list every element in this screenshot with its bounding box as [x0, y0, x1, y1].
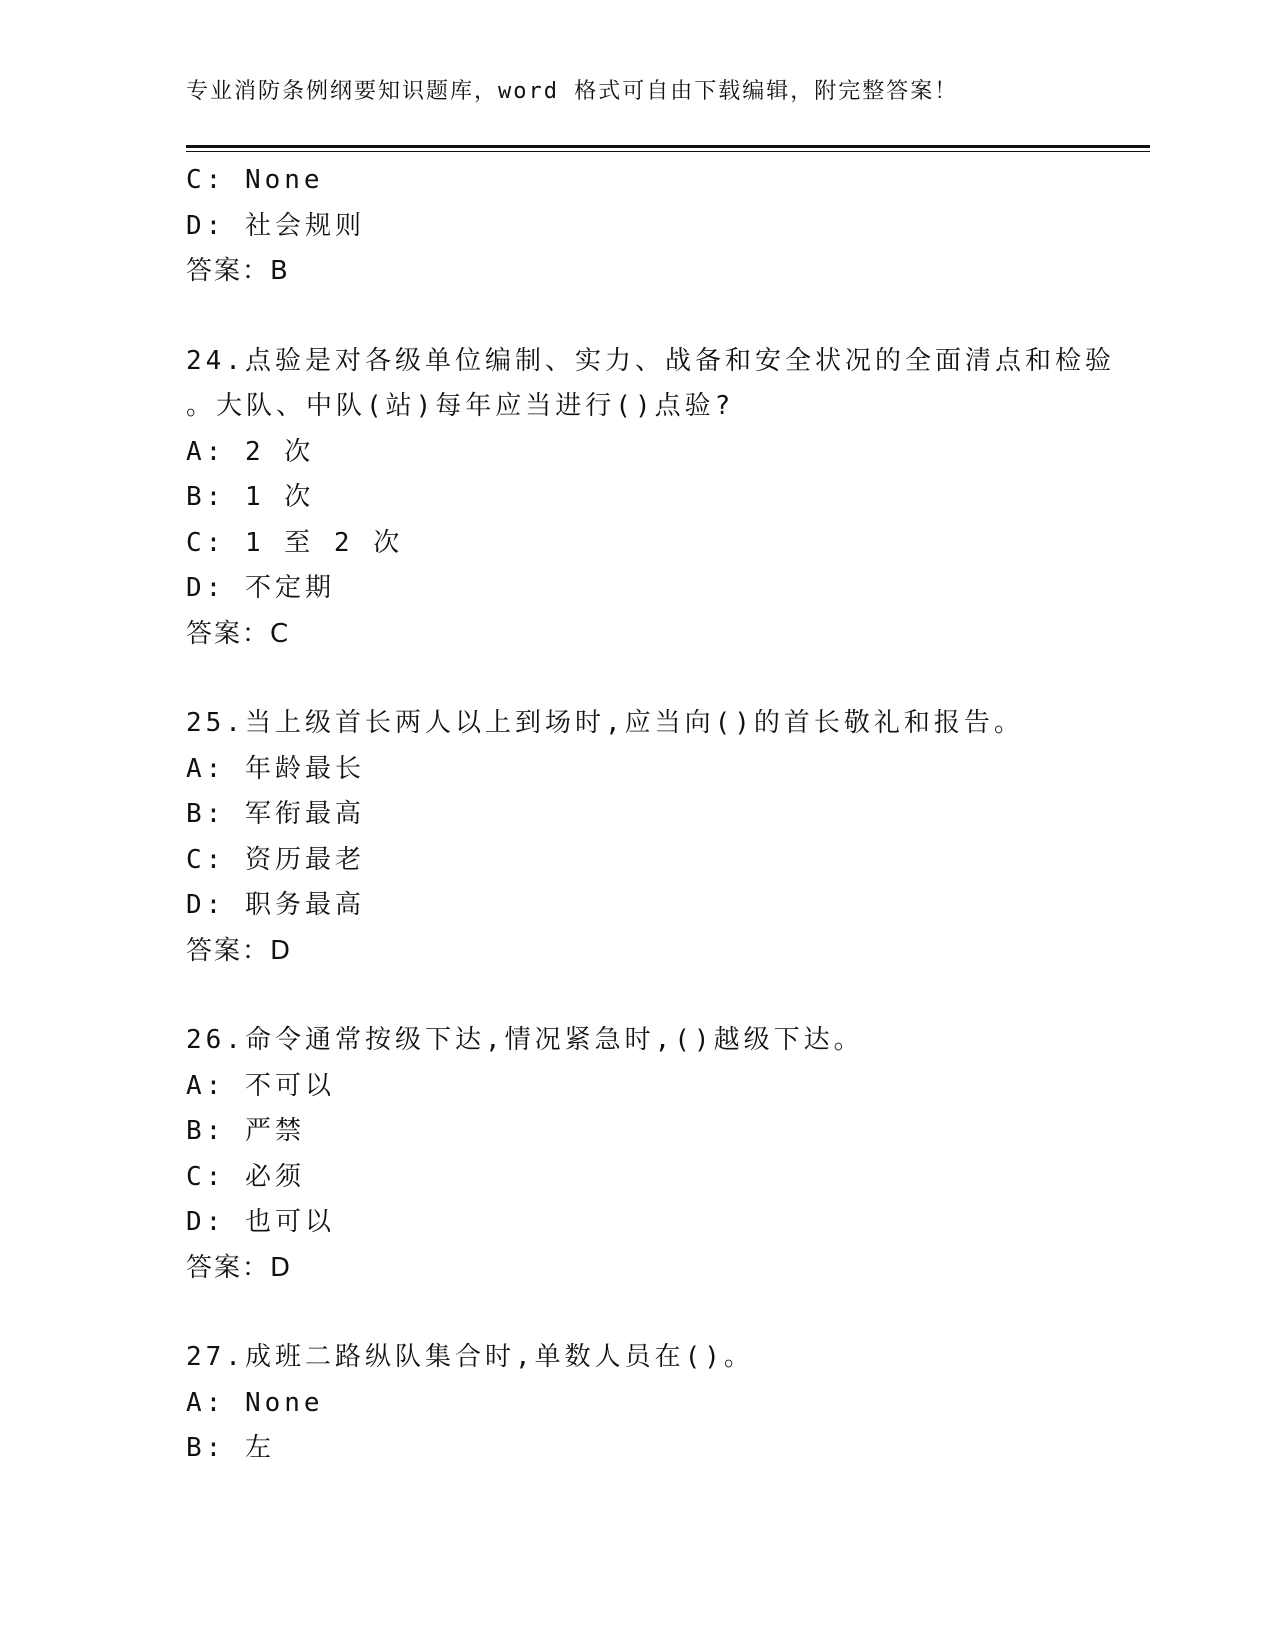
header-rule-thick — [186, 145, 1150, 148]
option-c: C: 必须 — [186, 1161, 305, 1192]
header-rule-thin — [186, 151, 1150, 152]
option-a: A: None — [186, 1387, 324, 1418]
option-a: A: 2 次 — [186, 436, 315, 467]
option-d: D: 不定期 — [186, 573, 335, 603]
option-d: D: 职务最高 — [186, 890, 365, 920]
option-b: B: 严禁 — [186, 1116, 305, 1146]
question-stem-continued: 。大队、中队(站)每年应当进行()点验? — [186, 391, 735, 421]
page-header: 专业消防条例纲要知识题库，word 格式可自由下载编辑，附完整答案！ — [186, 79, 959, 104]
question-stem: 27.成班二路纵队集合时,单数人员在()。 — [186, 1342, 754, 1372]
spacer — [186, 295, 1150, 339]
question-stem: 25.当上级首长两人以上到场时,应当向()的首长敬礼和报告。 — [186, 708, 1024, 738]
option-d: D: 社会规则 — [186, 210, 365, 241]
option-c: C: 1 至 2 次 — [186, 527, 404, 558]
answer-line: 答案：B — [186, 256, 290, 286]
answer-line: 答案：D — [186, 935, 293, 966]
option-a: A: 不可以 — [186, 1070, 335, 1101]
option-b: B: 1 次 — [186, 482, 315, 512]
spacer — [186, 657, 1150, 701]
answer-line: 答案：C — [186, 618, 291, 649]
question-content — [186, 158, 1150, 1472]
question-stem: 26.命令通常按级下达,情况紧急时,()越级下达。 — [186, 1025, 864, 1055]
answer-line: 答案：D — [186, 1252, 293, 1283]
question-stem: 24.点验是对各级单位编制、实力、战备和安全状况的全面清点和检验 — [186, 345, 1115, 376]
spacer — [186, 1291, 1150, 1335]
option-c: C: None — [186, 165, 324, 195]
option-b: B: 军衔最高 — [186, 799, 365, 829]
option-d: D: 也可以 — [186, 1207, 335, 1237]
option-a: A: 年龄最长 — [186, 753, 365, 784]
option-b: B: 左 — [186, 1433, 275, 1463]
option-c: C: 资历最老 — [186, 844, 365, 875]
spacer — [186, 974, 1150, 1018]
